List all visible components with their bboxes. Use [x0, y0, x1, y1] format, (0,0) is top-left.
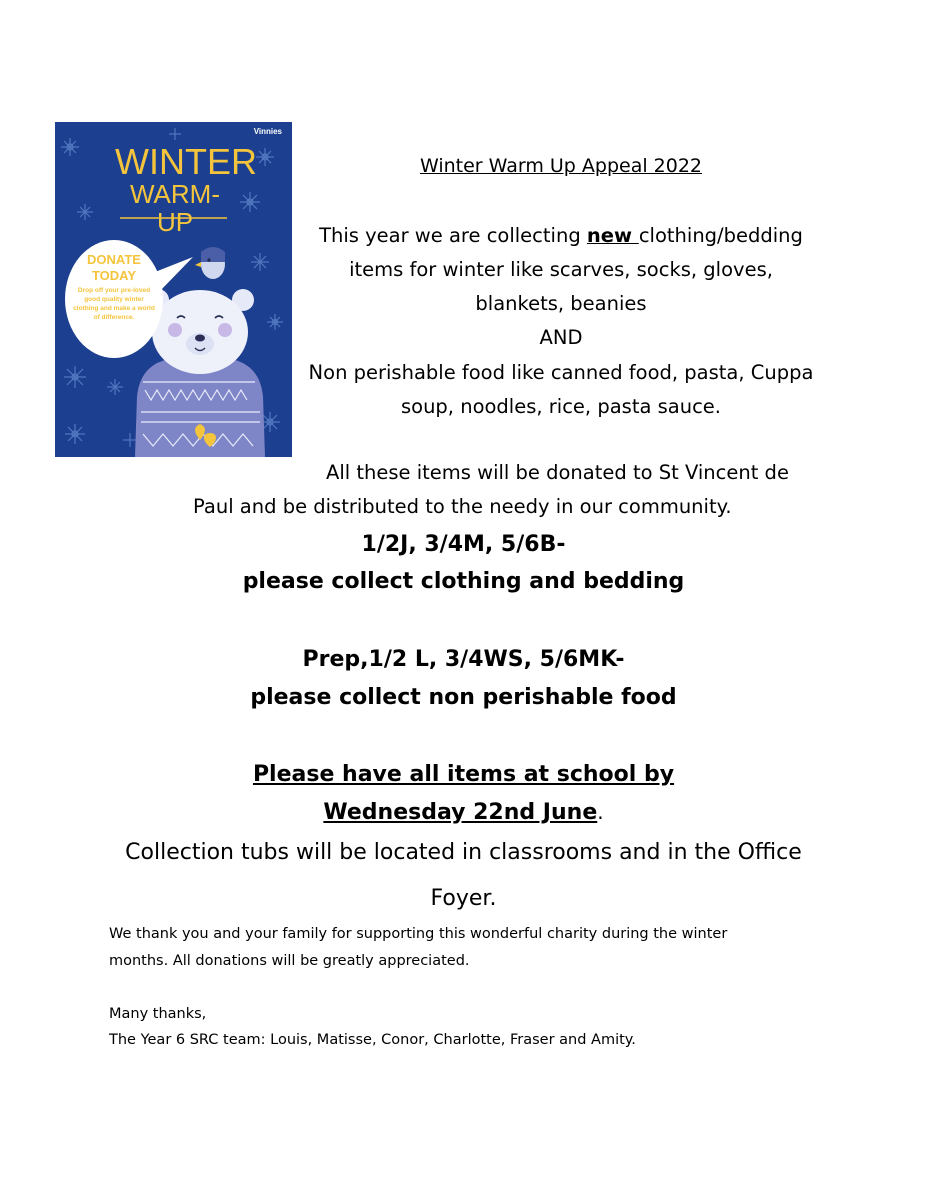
poster-bubble-text: Drop off your pre-loved good quality winter clothing and make a world of difference. — [73, 287, 155, 321]
vinnies-logo: Vinnies — [253, 127, 282, 136]
intro-line-1-start: This year we are collecting — [319, 224, 587, 247]
poster-title — [115, 141, 257, 237]
intro-line-5: soup, noodles, rice, pasta sauce. — [400, 395, 721, 418]
group1-classes: 1/2J, 3/4M, 5/6B- — [361, 532, 566, 557]
deadline-period: . — [597, 800, 604, 824]
bird-illustration — [195, 247, 225, 279]
intro-line-1 — [305, 219, 817, 253]
tubs-line-2: Foyer. — [430, 886, 497, 911]
deadline-line-2 — [0, 800, 927, 825]
group2-classes: Prep,1/2 L, 3/4WS, 5/6MK- — [302, 647, 625, 672]
intro-and: AND — [539, 326, 583, 349]
group1-instruction: please collect clothing and bedding — [242, 569, 685, 594]
poster-donate-line2: TODAY — [91, 268, 137, 283]
thanks-line-1: We thank you and your family for supporting this wonderful charity during the winter — [109, 926, 728, 942]
intro-line-3: blankets, beanies — [475, 292, 647, 315]
intro-line-2: items for winter like scarves, socks, gloves, — [349, 258, 773, 281]
team-signature: The Year 6 SRC team: Louis, Matisse, Conor, Charlotte, Fraser and Amity. — [109, 1032, 636, 1048]
signoff: Many thanks, — [109, 1006, 207, 1022]
intro-line-4: Non perishable food like canned food, pasta, Cuppa — [308, 361, 814, 384]
deadline-line-1: Please have all items at school by — [252, 762, 675, 787]
poster-title-line2: WARM-UP — [129, 179, 220, 237]
group2-instruction: please collect non perishable food — [250, 685, 677, 710]
poster-donate-line1: DONATE — [87, 252, 141, 267]
intro-line-1-end: clothing/bedding — [638, 224, 803, 247]
poster-title-line1: WINTER — [115, 141, 257, 182]
deadline-date: Wednesday 22nd June — [323, 800, 598, 825]
thanks-line-2: months. All donations will be greatly appreciated. — [109, 953, 470, 969]
tubs-line-1: Collection tubs will be located in classrooms and in the Office — [125, 840, 802, 865]
page-title: Winter Warm Up Appeal 2022 — [419, 155, 703, 177]
winter-warm-up-poster — [55, 122, 292, 457]
donation-line-2: Paul and be distributed to the needy in our community. — [193, 495, 732, 518]
poster-speech-bubble — [65, 240, 163, 358]
donation-line-1: All these items will be donated to St Vincent de — [326, 461, 789, 484]
intro-emphasis-new: new — [586, 224, 639, 247]
